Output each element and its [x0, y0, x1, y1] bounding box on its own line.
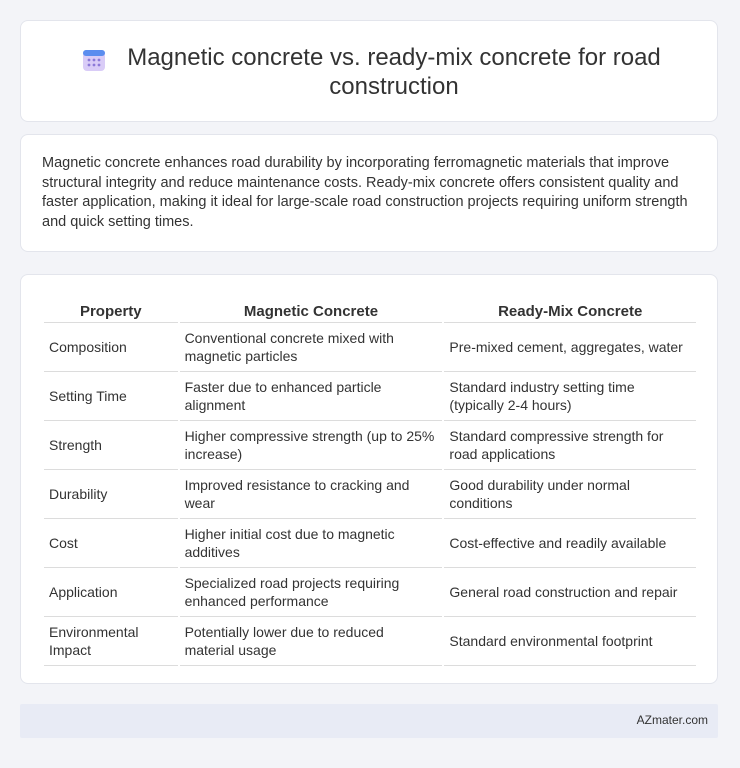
title-card — [20, 20, 718, 122]
property-cell: Strength — [44, 421, 178, 470]
property-cell: Composition — [44, 323, 178, 372]
ready-mix-cell: Standard environmental footprint — [444, 617, 696, 666]
column-header-magnetic: Magnetic Concrete — [180, 294, 443, 323]
table-row — [44, 323, 696, 372]
property-cell: Cost — [44, 519, 178, 568]
table-header-row — [44, 294, 696, 323]
ready-mix-cell: Pre-mixed cement, aggregates, water — [444, 323, 696, 372]
magnetic-cell: Faster due to enhanced particle alignment — [180, 372, 443, 421]
table-row — [44, 568, 696, 617]
summary-card — [20, 134, 718, 252]
ready-mix-cell: Standard compressive strength for road applications — [444, 421, 696, 470]
property-cell: Setting Time — [44, 372, 178, 421]
magnetic-cell: Specialized road projects requiring enhanced performance — [180, 568, 443, 617]
property-cell: Durability — [44, 470, 178, 519]
column-header-property: Property — [44, 294, 178, 323]
comparison-table — [42, 294, 698, 666]
table-row — [44, 470, 696, 519]
ready-mix-cell: Good durability under normal conditions — [444, 470, 696, 519]
footer-bar — [20, 704, 718, 738]
table-row — [44, 372, 696, 421]
summary-text: Magnetic concrete enhances road durability by incorporating ferromagnetic materials that improve structural integrity and reduce maintenance costs. Ready-mix concrete offers consistent quality and faster application, making it ideal for large-scale road construction projects requiring uniform strength and quick setting times. — [42, 155, 688, 230]
magnetic-cell: Potentially lower due to reduced material usage — [180, 617, 443, 666]
table-row — [44, 519, 696, 568]
column-header-ready-mix: Ready-Mix Concrete — [444, 294, 696, 323]
magnetic-cell: Conventional concrete mixed with magnetic particles — [180, 323, 443, 372]
magnetic-cell: Higher compressive strength (up to 25% increase) — [180, 421, 443, 470]
property-cell: Application — [44, 568, 178, 617]
magnetic-cell: Higher initial cost due to magnetic additives — [180, 519, 443, 568]
table-row — [44, 617, 696, 666]
property-cell: Environmental Impact — [44, 617, 178, 666]
comparison-card — [20, 274, 718, 684]
footer-brand[interactable]: AZmater.com — [636, 713, 708, 727]
ready-mix-cell: Standard industry setting time (typically 2-4 hours) — [444, 372, 696, 421]
page-title: Magnetic concrete vs. ready-mix concrete for road construction — [127, 44, 661, 100]
magnetic-cell: Improved resistance to cracking and wear — [180, 470, 443, 519]
table-row — [44, 421, 696, 470]
ready-mix-cell: Cost-effective and readily available — [444, 519, 696, 568]
ready-mix-cell: General road construction and repair — [444, 568, 696, 617]
